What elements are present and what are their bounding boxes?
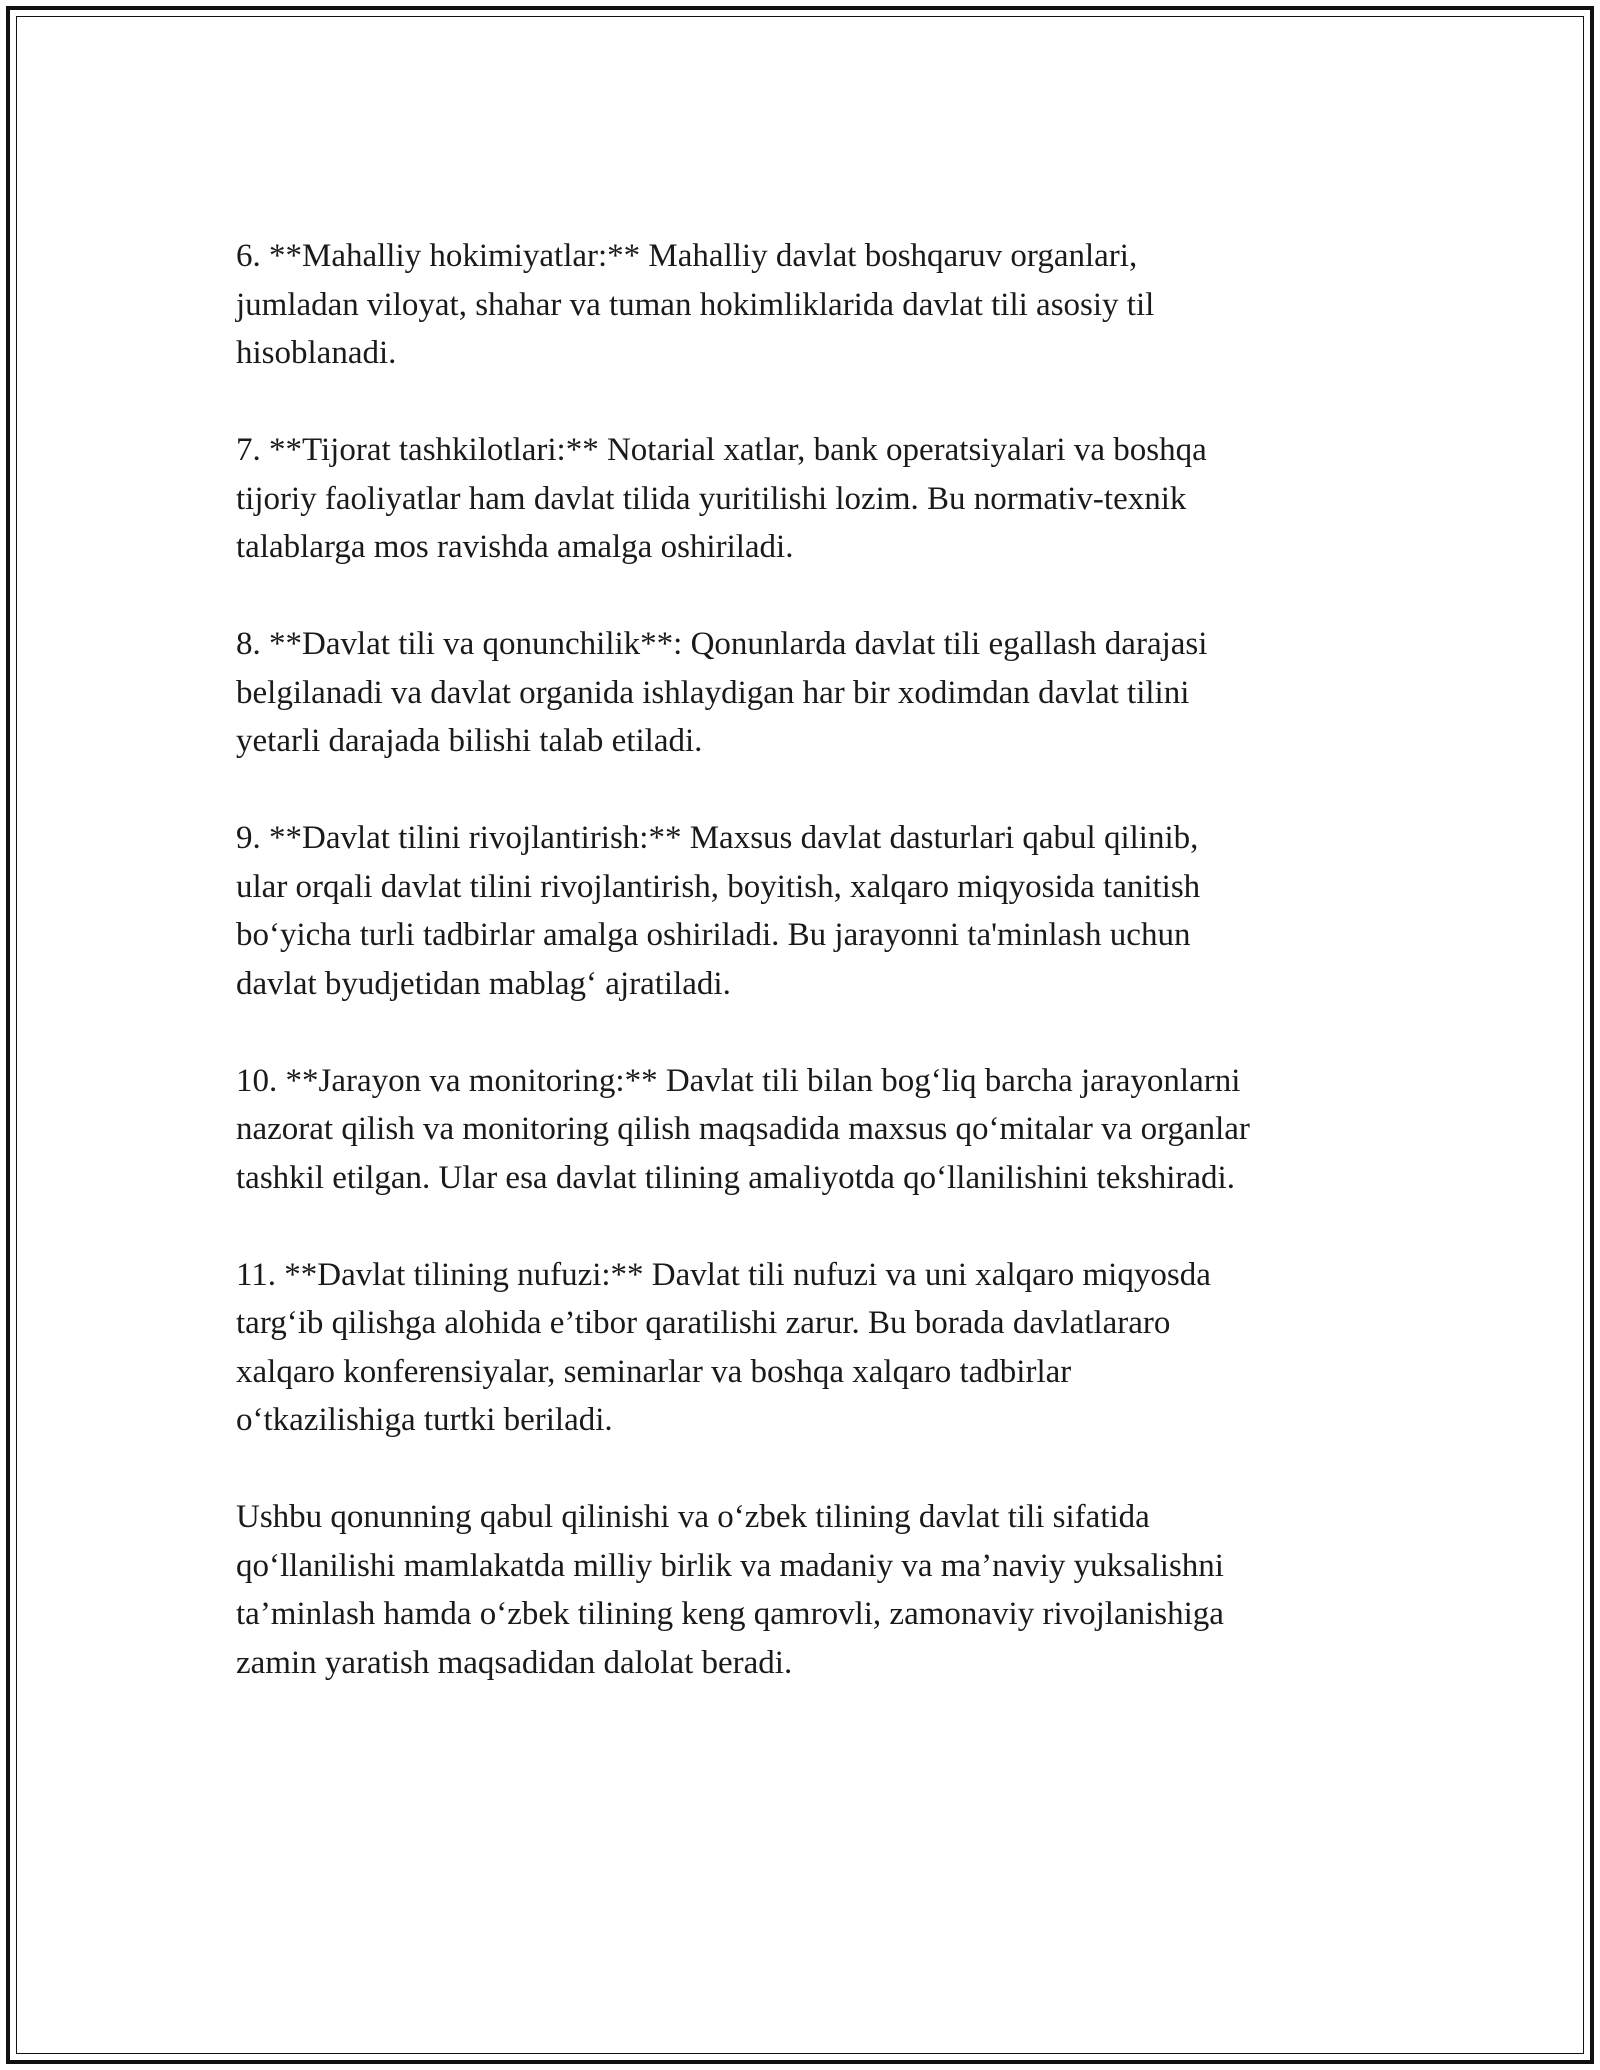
document-body [236, 232, 1416, 1736]
paragraph-tijorat-tashkilotlari: 7. **Tijorat tashkilotlari:** Notarial xatlar, bank operatsiyalari va boshqa tijoriy faoliyatlar ham davlat tilida yuritilishi lozim. Bu normativ-texnik talablarga mos ravishda amalga oshiriladi. [236, 432, 1207, 565]
paragraph-davlat-tilini-rivojlantirish: 9. **Davlat tilini rivojlantirish:** Maxsus davlat dasturlari qabul qilinib, ular orqali davlat tilini rivojlantirish, boyitish, xalqaro miqyosida tanitish bo‘yicha turli tadbirlar amalga oshiriladi. Bu jarayonni ta'minlash uchun davlat byudjetidan mablag‘ ajratiladi. [236, 820, 1201, 1002]
paragraph-davlat-tilining-nufuzi: 11. **Davlat tilining nufuzi:** Davlat tili nufuzi va uni xalqaro miqyosda targ‘ib qilishga alohida e’tibor qaratilishi zarur. Bu borada davlatlararo xalqaro konferensiyalar, seminarlar va boshqa xalqaro tadbirlar o‘tkazilishiga turtki beriladi. [236, 1256, 1211, 1438]
paragraph-davlat-tili-va-qonunchilik: 8. **Davlat tili va qonunchilik**: Qonunlarda davlat tili egallash darajasi belgilanadi va davlat organida ishlaydigan har bir xodimdan davlat tilini yetarli darajada bilishi talab etiladi. [236, 626, 1208, 759]
paragraph-conclusion: Ushbu qonunning qabul qilinishi va o‘zbek tilining davlat tili sifatida qo‘llanilishi mamlakatda milliy birlik va madaniy va ma’naviy yuksalishni ta’minlash hamda o‘zbek tilining keng qamrovli, zamonaviy rivojlanishiga zamin yaratish maqsadidan dalolat beradi. [236, 1499, 1224, 1681]
paragraph-jarayon-va-monitoring: 10. **Jarayon va monitoring:** Davlat tili bilan bog‘liq barcha jarayonlarni nazorat qilish va monitoring qilish maqsadida maxsus qo‘mitalar va organlar tashkil etilgan. Ular esa davlat tilining amaliyotda qo‘llanilishini tekshiradi. [236, 1062, 1250, 1196]
paragraph-mahalliy-hokimiyatlar: 6. **Mahalliy hokimiyatlar:** Mahalliy davlat boshqaruv organlari, jumladan viloyat, shahar va tuman hokimliklarida davlat tili asosiy til hisoblanadi. [236, 238, 1155, 371]
